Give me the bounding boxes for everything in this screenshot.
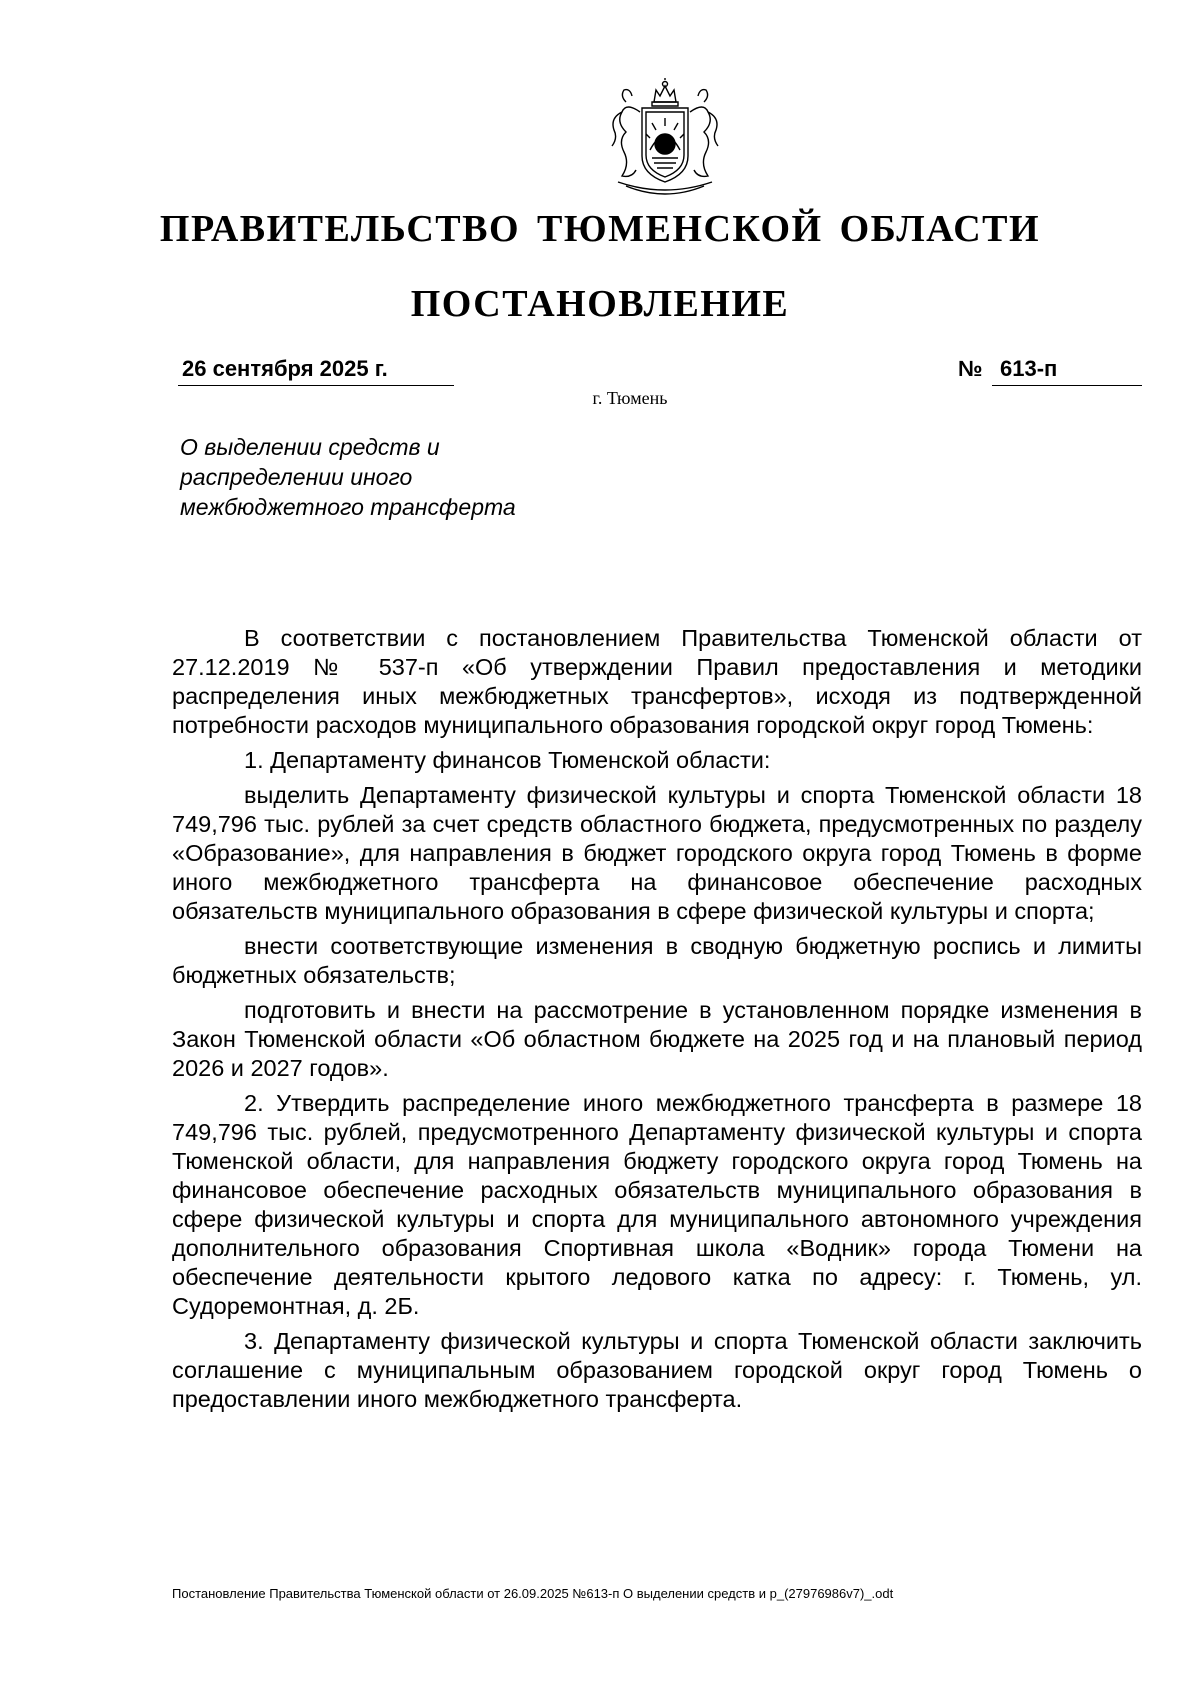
number-sign: № [958,356,983,381]
body-paragraph-item-2: 2. Утвердить распределение иного межбюджетного трансферта в размере 18 749,796 тыс. рублей, предусмотренного Департаменту физической культуры и спорта Тюменской области, для направления бюджету городского округа город Тюмень на финансовое обеспечение расходных обязательств муниципального образования в сфере физической культуры и спорта для муниципального автономного учреждения дополнительного образования Спортивная школа «Водник» города Тюмени на обеспечение деятельности крытого ледового катка по адресу: г. Тюмень, ул. Судоремонтная, д. 2Б. [172,1090,1142,1319]
subject-line: распределении иного [180,464,413,490]
document-date: 26 сентября 2025 г. [178,356,454,386]
document-city: г. Тюмень [592,388,668,408]
organization-title: ПРАВИТЕЛЬСТВО ТЮМЕНСКОЙ ОБЛАСТИ [159,208,1041,250]
document-footer: Постановление Правительства Тюменской области от 26.09.2025 №613-п О выделении средств и р_(27976986v7)_.odt [172,1586,894,1601]
body-paragraph-item-1-allocate: выделить Департаменту физической культуры и спорта Тюменской области 18 749,796 тыс. рублей за счет средств областного бюджета, предусмотренных по разделу «Образование», для направления в бюджет городского округа город Тюмень в форме иного межбюджетного трансферта на финансовое обеспечение расходных обязательств муниципального образования в сфере физической культуры и спорта; [172,782,1142,924]
body-paragraph-item-1-prepare: подготовить и внести на рассмотрение в установленном порядке изменения в Закон Тюменской области «Об областном бюджете на 2025 год и на плановый период 2026 и 2027 годов». [172,997,1142,1081]
document-type-heading: ПОСТАНОВЛЕНИЕ [410,283,790,325]
document-body [172,624,1142,1420]
subject-line: межбюджетного трансферта [180,494,516,520]
body-paragraph-item-1-amend: внести соответствующие изменения в сводную бюджетную роспись и лимиты бюджетных обязательств; [172,933,1142,988]
document-subject [180,432,620,522]
body-paragraph-item-1: 1. Департаменту финансов Тюменской области: [244,747,771,773]
document-number: 613-п [992,356,1142,386]
body-paragraph-item-3: 3. Департаменту физической культуры и спорта Тюменской области заключить соглашение с муниципальным образованием городской округ город Тюмень о предоставлении иного межбюджетного трансферта. [172,1328,1142,1412]
body-paragraph-preamble: В соответствии с постановлением Правительства Тюменской области от 27.12.2019 № 537-п «Об утверждении Правил предоставления и методики распределения иных межбюджетных трансфертов», исходя из подтвержденной потребности расходов муниципального образования городской округ город Тюмень: [172,625,1142,738]
coat-of-arms-emblem [596,78,734,204]
subject-line: О выделении средств и [180,434,440,460]
